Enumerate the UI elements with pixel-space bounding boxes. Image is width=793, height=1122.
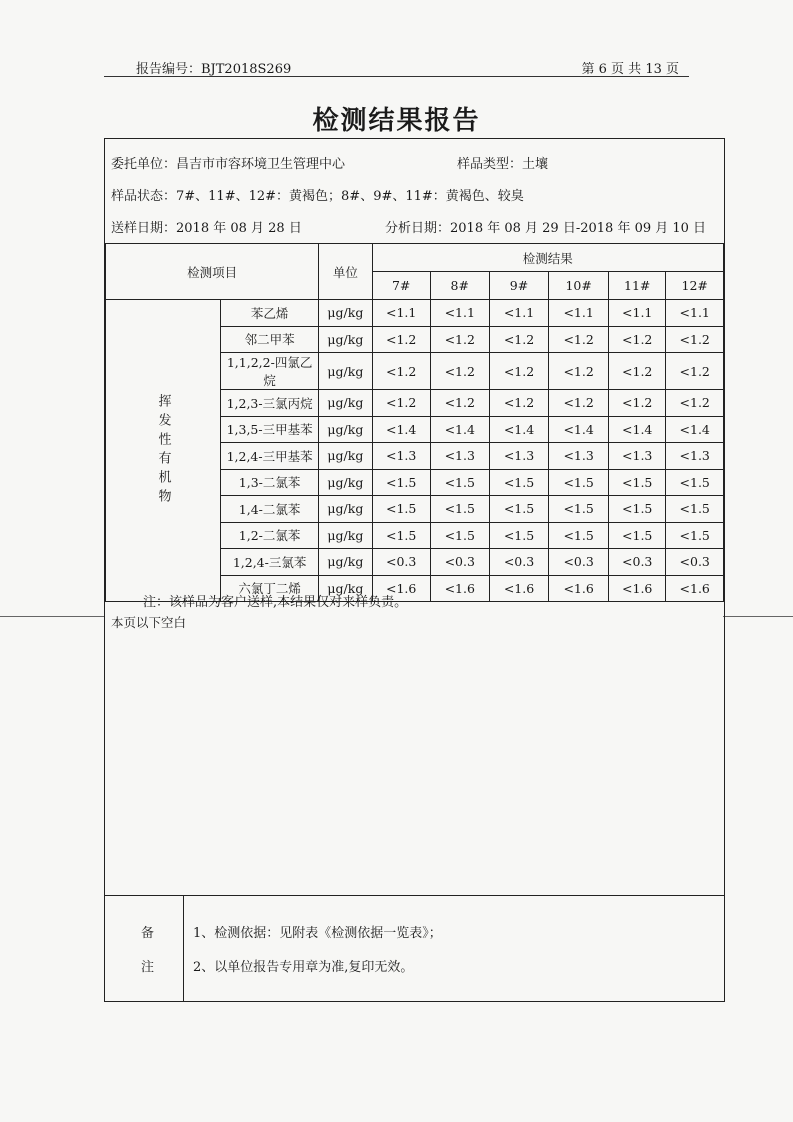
- result-cell: <1.5: [608, 522, 665, 549]
- result-cell: <1.1: [430, 300, 489, 327]
- result-cell: <1.5: [608, 496, 665, 523]
- result-cell: <1.5: [372, 469, 430, 496]
- result-cell: <1.4: [666, 416, 724, 443]
- item-name: 1,2,3-三氯丙烷: [221, 390, 319, 417]
- result-cell: <1.2: [549, 353, 609, 390]
- document-title: 检测结果报告: [312, 106, 481, 136]
- result-cell: <1.2: [430, 390, 489, 417]
- result-cell: <1.5: [549, 469, 609, 496]
- result-cell: <1.4: [549, 416, 609, 443]
- header-sample-0: 7#: [372, 272, 430, 300]
- result-cell: <1.4: [430, 416, 489, 443]
- item-unit: μg/kg: [319, 575, 372, 602]
- result-cell: <1.6: [549, 575, 609, 602]
- result-cell: <1.2: [489, 353, 549, 390]
- item-name: 六氯丁二烯: [221, 575, 319, 602]
- result-cell: <1.2: [608, 390, 665, 417]
- result-cell: <1.3: [430, 443, 489, 470]
- header-sample-4: 11#: [608, 272, 665, 300]
- result-cell: <1.5: [666, 496, 724, 523]
- group-label: 挥发性有机物: [106, 300, 221, 602]
- result-cell: <1.4: [372, 416, 430, 443]
- item-unit: μg/kg: [319, 469, 372, 496]
- remark-line-1: 1、检测依据：见附表《检测依据一览表》；: [193, 926, 442, 941]
- header-sample-5: 12#: [666, 272, 724, 300]
- table-note: 注：该样品为客户送样,本结果仅对来样负责。: [143, 595, 408, 610]
- result-cell: <1.5: [489, 496, 549, 523]
- result-cell: <1.2: [666, 326, 724, 353]
- result-cell: <1.5: [489, 469, 549, 496]
- result-cell: <1.6: [372, 575, 430, 602]
- result-cell: <1.5: [430, 496, 489, 523]
- item-unit: μg/kg: [319, 549, 372, 576]
- result-cell: <1.5: [608, 469, 665, 496]
- item-name: 1,3-二氯苯: [221, 469, 319, 496]
- header-sample-3: 10#: [549, 272, 609, 300]
- header-unit: 单位: [319, 244, 372, 300]
- result-cell: <1.2: [430, 326, 489, 353]
- item-name: 1,2-二氯苯: [221, 522, 319, 549]
- item-unit: μg/kg: [319, 300, 372, 327]
- remarks-label-1: 备: [141, 926, 155, 941]
- result-cell: <1.4: [608, 416, 665, 443]
- item-name: 苯乙烯: [221, 300, 319, 327]
- result-cell: <0.3: [666, 549, 724, 576]
- result-cell: <1.5: [372, 496, 430, 523]
- result-cell: <1.2: [666, 353, 724, 390]
- item-unit: μg/kg: [319, 443, 372, 470]
- item-unit: μg/kg: [319, 326, 372, 353]
- result-cell: <0.3: [608, 549, 665, 576]
- analysis-date-field: 分析日期：2018 年 08 月 29 日-2018 年 09 月 10 日: [385, 221, 707, 236]
- result-cell: <1.5: [549, 496, 609, 523]
- result-cell: <1.4: [489, 416, 549, 443]
- item-unit: μg/kg: [319, 353, 372, 390]
- report-number: 报告编号：BJT2018S269: [136, 62, 292, 77]
- delivery-date-field: 送样日期：2018 年 08 月 28 日: [111, 221, 302, 236]
- header-item: 检测项目: [106, 244, 319, 300]
- item-name: 1,2,4-三氯苯: [221, 549, 319, 576]
- remarks-section: [105, 895, 724, 1002]
- item-name: 1,1,2,2-四氯乙烷: [221, 353, 319, 390]
- item-unit: μg/kg: [319, 522, 372, 549]
- result-cell: <1.6: [430, 575, 489, 602]
- header-results: 检测结果: [372, 244, 723, 272]
- result-cell: <1.2: [666, 390, 724, 417]
- item-unit: μg/kg: [319, 496, 372, 523]
- result-cell: <0.3: [372, 549, 430, 576]
- result-cell: <1.3: [549, 443, 609, 470]
- item-name: 1,2,4-三甲基苯: [221, 443, 319, 470]
- table-row: [106, 300, 724, 327]
- result-cell: <1.5: [430, 522, 489, 549]
- result-cell: <1.6: [666, 575, 724, 602]
- result-cell: <1.5: [372, 522, 430, 549]
- result-cell: <1.1: [489, 300, 549, 327]
- result-cell: <1.2: [430, 353, 489, 390]
- result-cell: <1.5: [666, 469, 724, 496]
- result-cell: <1.1: [549, 300, 609, 327]
- client-field: 委托单位：昌吉市市容环境卫生管理中心: [111, 157, 346, 172]
- page-header: [104, 54, 689, 77]
- result-cell: <1.1: [666, 300, 724, 327]
- margin-line-left: [0, 616, 104, 617]
- result-cell: <1.2: [372, 390, 430, 417]
- result-cell: <0.3: [549, 549, 609, 576]
- remark-line-2: 2、以单位报告专用章为准,复印无效。: [193, 960, 414, 975]
- result-cell: <1.3: [666, 443, 724, 470]
- result-cell: <1.3: [372, 443, 430, 470]
- report-frame: [104, 138, 725, 1002]
- result-cell: <1.2: [489, 390, 549, 417]
- result-cell: <1.3: [489, 443, 549, 470]
- item-unit: μg/kg: [319, 390, 372, 417]
- result-cell: <1.2: [608, 326, 665, 353]
- result-cell: <1.5: [430, 469, 489, 496]
- result-cell: <0.3: [489, 549, 549, 576]
- blank-below-text: 本页以下空白: [111, 615, 187, 630]
- results-table: [105, 243, 724, 602]
- result-cell: <1.5: [549, 522, 609, 549]
- result-cell: <1.5: [489, 522, 549, 549]
- result-cell: <1.2: [549, 326, 609, 353]
- margin-line-right: [723, 616, 793, 617]
- item-name: 1,4-二氯苯: [221, 496, 319, 523]
- result-cell: <1.2: [549, 390, 609, 417]
- page-number: 第 6 页 共 13 页: [581, 62, 679, 77]
- sample-state-field: 样品状态：7#、11#、12#：黄褐色；8#、9#、11#：黄褐色、较臭: [111, 189, 524, 204]
- remarks-label: [105, 896, 184, 1002]
- result-cell: <1.2: [372, 353, 430, 390]
- result-cell: <1.1: [608, 300, 665, 327]
- result-cell: <1.1: [372, 300, 430, 327]
- result-cell: <1.6: [608, 575, 665, 602]
- result-cell: <1.6: [489, 575, 549, 602]
- result-cell: <1.2: [608, 353, 665, 390]
- item-name: 1,3,5-三甲基苯: [221, 416, 319, 443]
- remarks-label-2: 注: [141, 960, 155, 975]
- sample-type-field: 样品类型：土壤: [457, 157, 549, 172]
- result-cell: <0.3: [430, 549, 489, 576]
- result-cell: <1.2: [489, 326, 549, 353]
- header-sample-1: 8#: [430, 272, 489, 300]
- result-cell: <1.5: [666, 522, 724, 549]
- item-name: 邻二甲苯: [221, 326, 319, 353]
- result-cell: <1.3: [608, 443, 665, 470]
- result-cell: <1.2: [372, 326, 430, 353]
- header-sample-2: 9#: [489, 272, 549, 300]
- item-unit: μg/kg: [319, 416, 372, 443]
